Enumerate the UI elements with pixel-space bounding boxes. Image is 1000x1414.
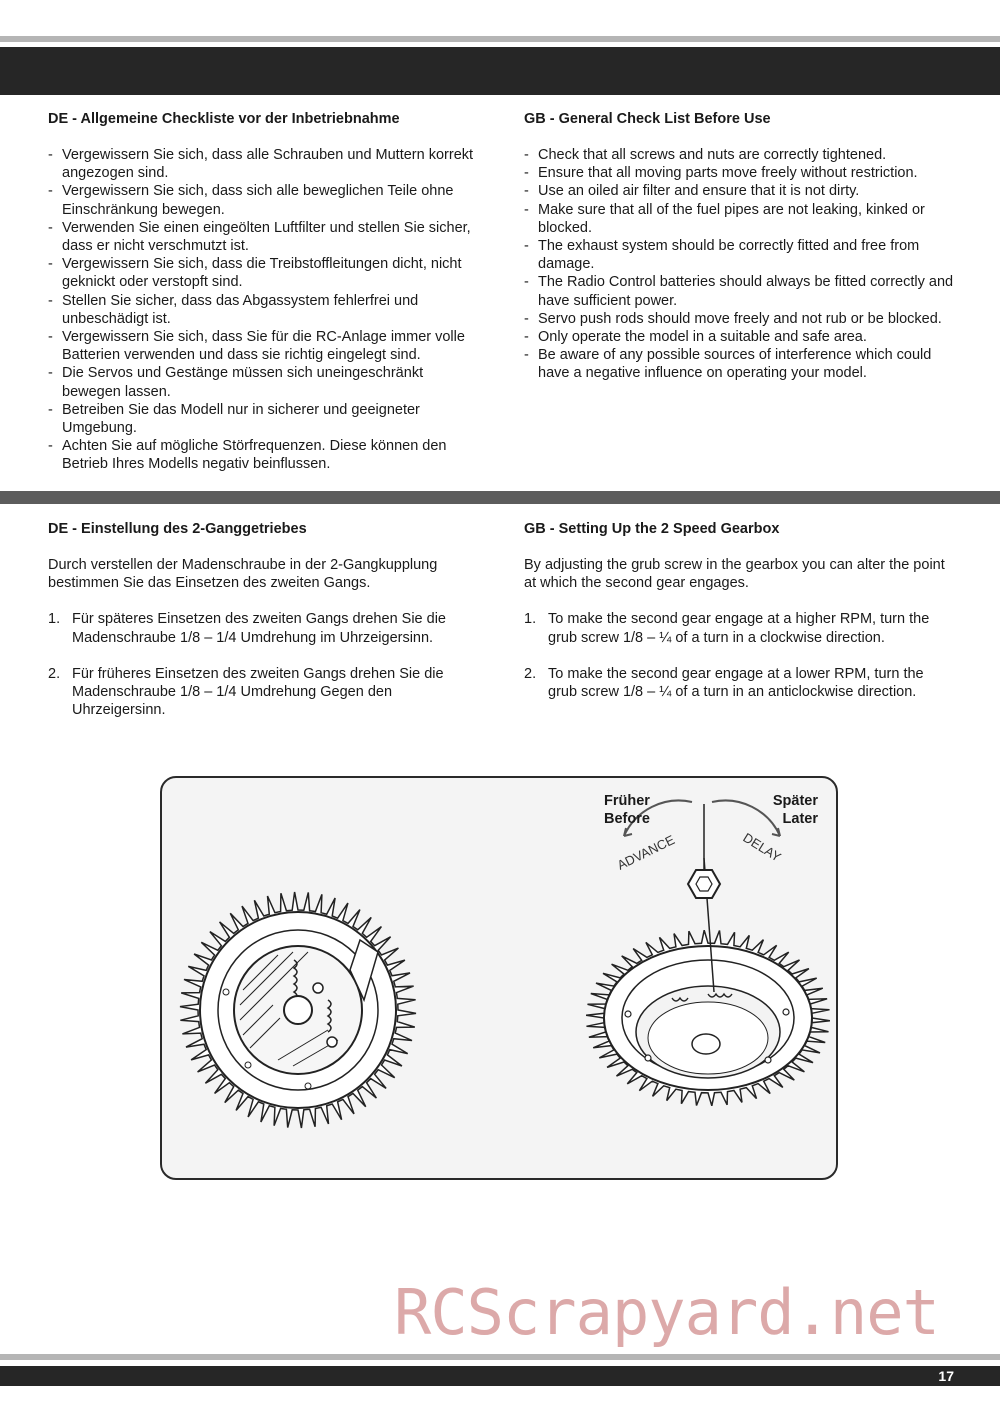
gearbox-gb	[524, 520, 956, 719]
checklist-de-list	[48, 146, 480, 474]
list-item: - Vergewissern Sie sich, dass sich alle beweglichen Teile ohne Einschränkung bewegen.	[48, 182, 480, 218]
later-label-gb: Later	[782, 811, 818, 827]
list-item	[48, 610, 480, 646]
step-number: 2.	[524, 665, 537, 682]
gearbox-de-title: DE - Einstellung des 2-Ganggetriebes	[48, 521, 307, 537]
gearbox-de	[48, 520, 480, 737]
step-text: Für späteres Einsetzen des zweiten Gangs drehen Sie die Madenschraube 1/8 – 1/4 Umdrehung im Uhrzeigersinn.	[72, 611, 446, 646]
list-item: - Achten Sie auf mögliche Störfrequenzen. Diese können den Betrieb Ihres Modells negativ beinflussen.	[48, 437, 480, 473]
advance-label: ADVANCE	[614, 832, 677, 873]
delay-arrow-icon	[712, 801, 780, 836]
list-item: - Stellen Sie sicher, dass das Abgassystem fehlerfrei und unbeschädigt ist.	[48, 292, 480, 328]
checklist-gb-title: GB - General Check List Before Use	[524, 111, 771, 127]
top-rule	[0, 36, 1000, 42]
bottom-rule	[0, 1354, 1000, 1360]
checklist-de-title: DE - Allgemeine Checkliste vor der Inbetriebnahme	[48, 111, 400, 127]
gear-cutaway	[180, 892, 416, 1128]
list-item: - Verwenden Sie einen eingeölten Luftfilter und stellen Sie sicher, dass er nicht verschmutzt ist.	[48, 219, 480, 255]
list-item: - Use an oiled air filter and ensure that it is not dirty.	[524, 182, 956, 200]
step-text: To make the second gear engage at a lower RPM, turn the grub screw 1/8 – ¼ of a turn in an anticlockwise direction.	[548, 665, 924, 701]
gearbox-de-steps	[48, 610, 480, 719]
list-item: - Only operate the model in a suitable and safe area.	[524, 328, 956, 346]
section-divider	[0, 491, 1000, 504]
list-item: - Vergewissern Sie sich, dass alle Schrauben und Muttern korrekt angezogen sind.	[48, 146, 480, 182]
list-item: - Check that all screws and nuts are correctly tightened.	[524, 146, 956, 164]
list-item: - Betreiben Sie das Modell nur in sicherer und geeigneter Umgebung.	[48, 401, 480, 437]
list-item	[524, 665, 956, 701]
list-item: - Vergewissern Sie sich, dass die Treibstoffleitungen dicht, nicht geknickt oder verstopft sind.	[48, 255, 480, 291]
earlier-label-gb: Before	[604, 811, 650, 827]
step-number: 1.	[524, 611, 537, 628]
step-number: 1.	[48, 611, 61, 628]
header-bar	[0, 47, 1000, 95]
hex-key-icon	[688, 804, 720, 898]
list-item: - Servo push rods should move freely and not rub or be blocked.	[524, 310, 956, 328]
watermark: RCScrapyard.net	[394, 1276, 939, 1349]
list-item: - Die Servos und Gestänge müssen sich uneingeschränkt bewegen lassen.	[48, 364, 480, 400]
gearbox-gb-intro: By adjusting the grub screw in the gearbox you can alter the point at which the second gear engages.	[524, 557, 945, 592]
gearbox-de-intro: Durch verstellen der Madenschraube in der 2-Gangkupplung bestimmen Sie das Einsetzen des zweiten Gangs.	[48, 557, 438, 592]
list-item: - The Radio Control batteries should always be fitted correctly and have sufficient power.	[524, 273, 956, 309]
checklist-gb	[524, 110, 956, 383]
later-label	[773, 792, 818, 828]
list-item: - Be aware of any possible sources of interference which could have a negative influence on operating your model.	[524, 346, 956, 382]
step-number: 2.	[48, 665, 61, 682]
step-text: Für früheres Einsetzen des zweiten Gangs drehen Sie die Madenschraube 1/8 – 1/4 Umdrehung Gegen den Uhrzeigersinn.	[72, 665, 444, 719]
page-number: 17	[938, 1368, 954, 1384]
gearbox-illustration	[162, 778, 836, 1178]
list-item: - Vergewissern Sie sich, dass Sie für die RC-Anlage immer volle Batterien verwenden und dass sie richtig eingelegt sind.	[48, 328, 480, 364]
gearbox-gb-title: GB - Setting Up the 2 Speed Gearbox	[524, 521, 780, 537]
footer-bar	[0, 1366, 1000, 1386]
delay-label: DELAY	[740, 829, 784, 865]
earlier-label	[604, 792, 650, 828]
gearbox-figure	[160, 776, 838, 1180]
earlier-label-de: Früher	[604, 793, 650, 809]
gearbox-gb-steps	[524, 610, 956, 701]
list-item	[48, 665, 480, 720]
step-text: To make the second gear engage at a higher RPM, turn the grub screw 1/8 – ¼ of a turn in a clockwise direction.	[548, 611, 930, 646]
checklist-gb-list	[524, 146, 956, 383]
list-item: - Ensure that all moving parts move freely without restriction.	[524, 164, 956, 182]
later-label-de: Später	[772, 793, 818, 809]
checklist-de	[48, 110, 480, 474]
list-item: - Make sure that all of the fuel pipes are not leaking, kinked or blocked.	[524, 201, 956, 237]
list-item: - The exhaust system should be correctly fitted and free from damage.	[524, 237, 956, 273]
list-item	[524, 610, 956, 646]
